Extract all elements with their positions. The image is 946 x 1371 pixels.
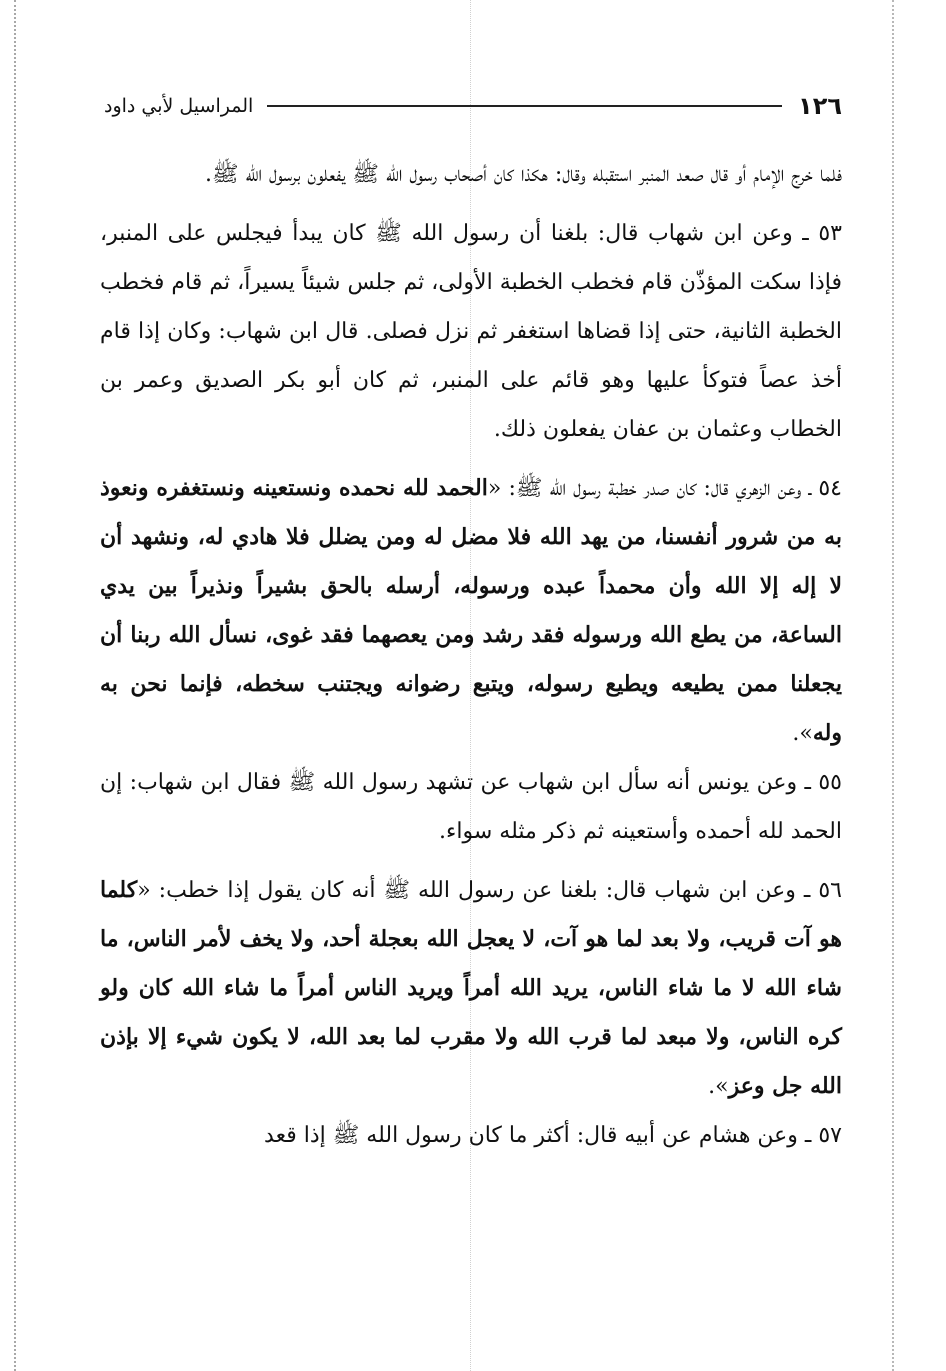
header-rule: [267, 105, 782, 107]
hadith-57: [100, 1111, 842, 1160]
paragraph-text: ٥٣ ـ وعن ابن شهاب قال: بلغنا أن رسول الله ﷺ كان يبدأ فيجلس على المنبر، فإذا سكت المؤذّن قام فخطب الخطبة الأولى، ثم جلس شيئاً يسيراً، ثم قام فخطب الخطبة الثانية، حتى إذا قضاها استغفر ثم نزل فصلى. قال ابن شهاب: وكان إذا قام أخذ عصاً فتوكأ عليها وهو قائم على المنبر، ثم كان أبو بكر الصديق وعمر بن الخطاب وعثمان بن عفان يفعلون ذلك.: [100, 221, 842, 442]
hadith-55: [100, 758, 842, 856]
paragraph-text: فلما خرج الإمام أو قال صعد المنبر استقبله وقال: هكذا كان أصحاب رسول الله ﷺ يفعلون برسول الله ﷺ.: [205, 162, 842, 187]
running-title: المراسيل لأبي داود: [104, 95, 254, 117]
page-number: ١٢٦: [798, 92, 842, 120]
hadith-intro: ٥٤ ـ وعن الزهري قال: كان صدر خطبة رسول الله ﷺ: «: [487, 476, 842, 501]
paragraph-continuation: [100, 150, 842, 199]
hadith-outro: ».: [792, 721, 813, 746]
hadith-quote-bold: كلما هو آت قريب، ولا بعد لما هو آت، لا يعجل الله بعجلة أحد، ولا يخف لأمر الناس، ما شاء الله لا ما شاء الناس، يريد الله أمراً ويريد الناس أمراً ما شاء الله كان ولو كره الناس، ولا مبعد لما قرب الله ولا مقرب لما بعد الله، لا يكون شيء إلا بإذن الله جل وعز: [100, 877, 842, 1099]
page-body: [100, 150, 842, 1160]
hadith-54: [100, 464, 842, 758]
paragraph-text: ٥٥ ـ وعن يونس أنه سأل ابن شهاب عن تشهد رسول الله ﷺ فقال ابن شهاب: إن الحمد لله أحمده وأستعينه ثم ذكر مثله سواء.: [100, 770, 842, 844]
scan-dotted-line-right: [892, 0, 894, 1371]
hadith-outro: ».: [708, 1074, 729, 1099]
hadith-quote-bold: الحمد لله نحمده ونستعينه ونستغفره ونعوذ به من شرور أنفسنا، من يهد الله فلا مضل له ومن يضلل فلا هادي له، ونشهد أن لا إله إلا الله وأن محمداً عبده ورسوله، أرسله بالحق بشيراً ونذيراً بين يدي الساعة، من يطع الله ورسوله فقد رشد ومن يعصهما فقد غوى، نسأل الله ربنا أن يجعلنا ممن يطيعه ويطيع رسوله، ويتبع رضوانه ويجتنب سخطه، فإنما نحن به وله: [100, 475, 842, 746]
hadith-intro: ٥٦ ـ وعن ابن شهاب قال: بلغنا عن رسول الله ﷺ أنه كان يقول إذا خطب: «: [137, 878, 842, 903]
hadith-53: [100, 209, 842, 454]
scan-dotted-line-left: [14, 0, 16, 1371]
paragraph-text: ٥٧ ـ وعن هشام عن أبيه قال: أكثر ما كان رسول الله ﷺ إذا قعد: [264, 1123, 842, 1148]
hadith-56: [100, 866, 842, 1111]
page-header: [104, 88, 842, 124]
